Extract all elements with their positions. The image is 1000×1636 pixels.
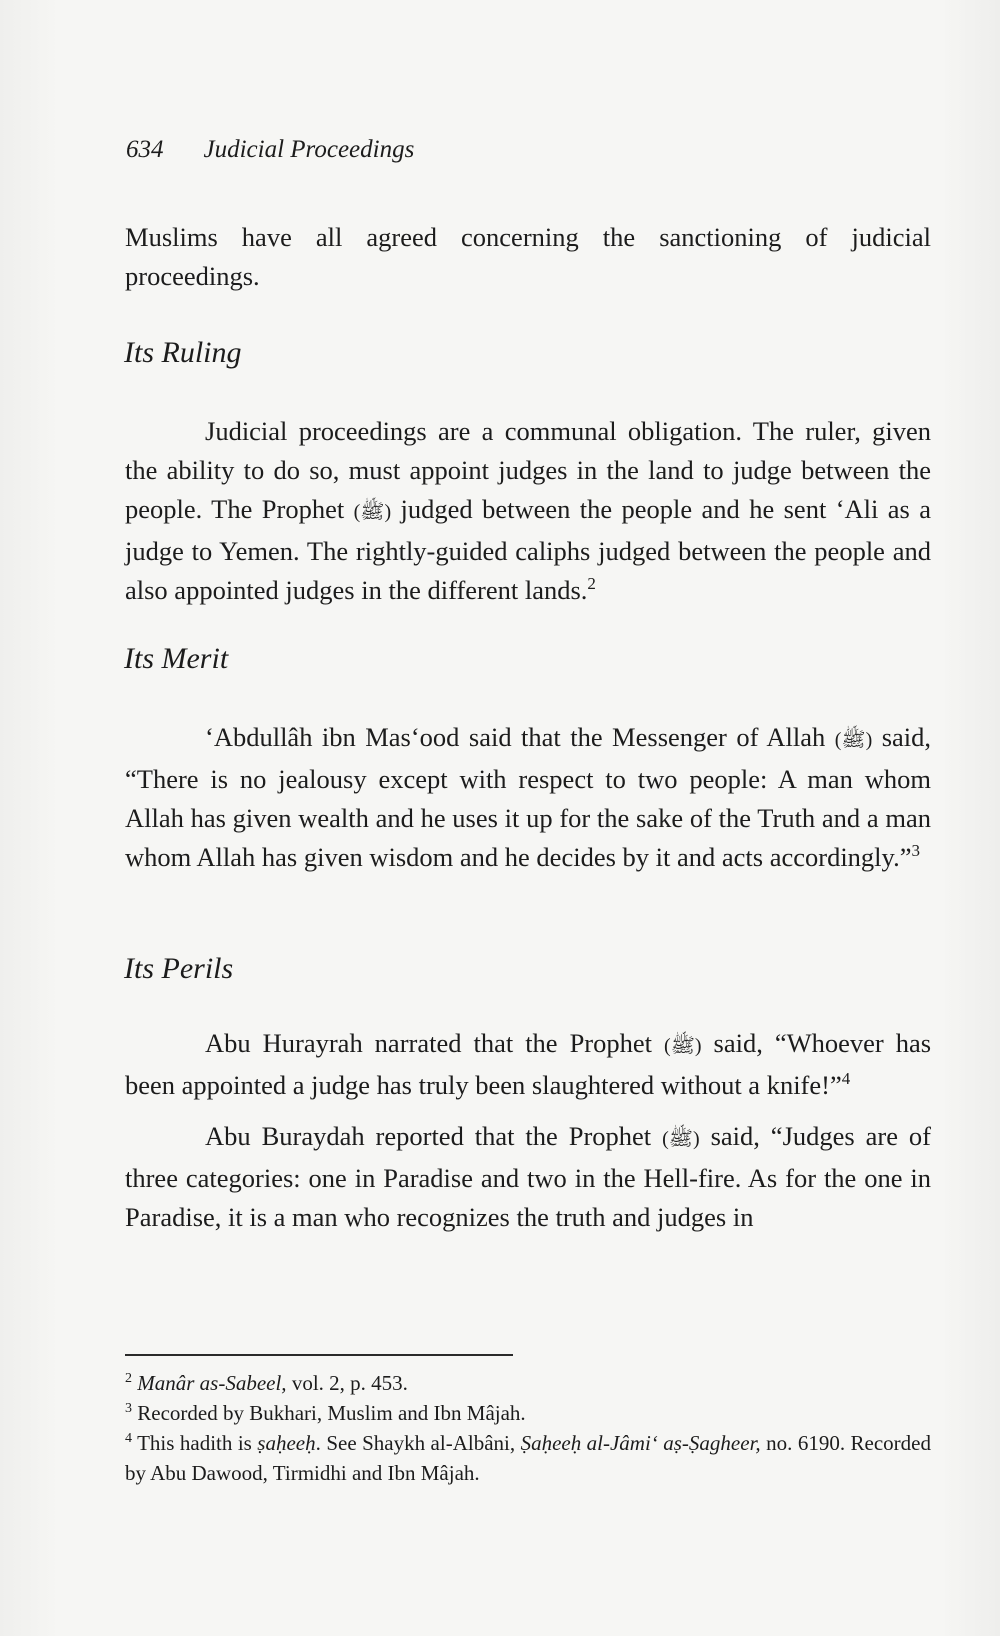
footnote-ref[interactable]: 3 [911,841,920,861]
footnote-3: $^3$ Recorded by Bukhari, Muslim and Ibn Mâjah. [125,1401,526,1425]
salutation-symbol: (ﷺ) [353,501,392,523]
heading-its-ruling: Its Ruling [124,336,242,369]
merit-paragraph: ‘Abdullâh ibn Mas‘ood said that the Messenger of Allah (ﷺ) said, “There is no jealousy except with respect to two people: A man whom Allah has given wealth and he uses it up for the sake of the Truth and a man whom Allah has given wisdom and he decides by it and acts accordingly.”$^3$ [125,722,932,872]
ruling-paragraph: Judicial proceedings are a communal obligation. The ruler, given the ability to do so, must appoint judges in the land to judge between the people. The Prophet (ﷺ) judged between the people and he sent ‘Ali as a judge to Yemen. The rightly-guided caliphs judged between the people and also appointed judges in the different lands.$^2$ [125,416,932,605]
footnote-ref[interactable]: 2 [587,574,596,594]
opening-paragraph [125,218,931,296]
footnotes [125,1368,931,1488]
page-number: 634 [126,136,164,163]
footnote-2: $^2$ Manâr as-Sabeel, vol. 2, p. 453. [125,1371,408,1395]
footnote-ref[interactable]: 4 [841,1069,851,1089]
opening-text: Muslims have all agreed concerning the sanctioning of judicial proceedings. [125,222,931,291]
merit-section [125,718,931,877]
footnote-4: $^4$ This hadith is ṣaḥeeḥ. See Shaykh al-Albâni, Ṣaḥeeḥ al-Jâmi‘ aṣ-Ṣagheer, no. 6190. Recorded by Abu Dawood, Tirmidhi and Ibn Mâjah. [125,1431,932,1485]
perils-section [125,1024,931,1237]
perils-paragraph-2: Abu Buraydah reported that the Prophet (ﷺ) said, “Judges are of three categories: one in Paradise and two in the Hell-fire. As for the one in Paradise, it is a man who recognizes the truth and judges in [125,1121,932,1232]
salutation-symbol: (ﷺ) [662,1128,700,1150]
salutation-symbol: (ﷺ) [834,729,873,751]
perils-paragraph-1: Abu Hurayrah narrated that the Prophet (ﷺ) said, “Whoever has been appointed a judge has truly been slaughtered without a knife!”$^4$ [125,1028,932,1100]
heading-its-perils: Its Perils [124,952,234,985]
footnote-divider [125,1354,513,1356]
heading-its-merit: Its Merit [124,642,229,675]
running-title: Judicial Proceedings [203,136,415,163]
ruling-section [125,412,931,610]
salutation-symbol: (ﷺ) [664,1035,702,1057]
running-header [126,136,414,164]
